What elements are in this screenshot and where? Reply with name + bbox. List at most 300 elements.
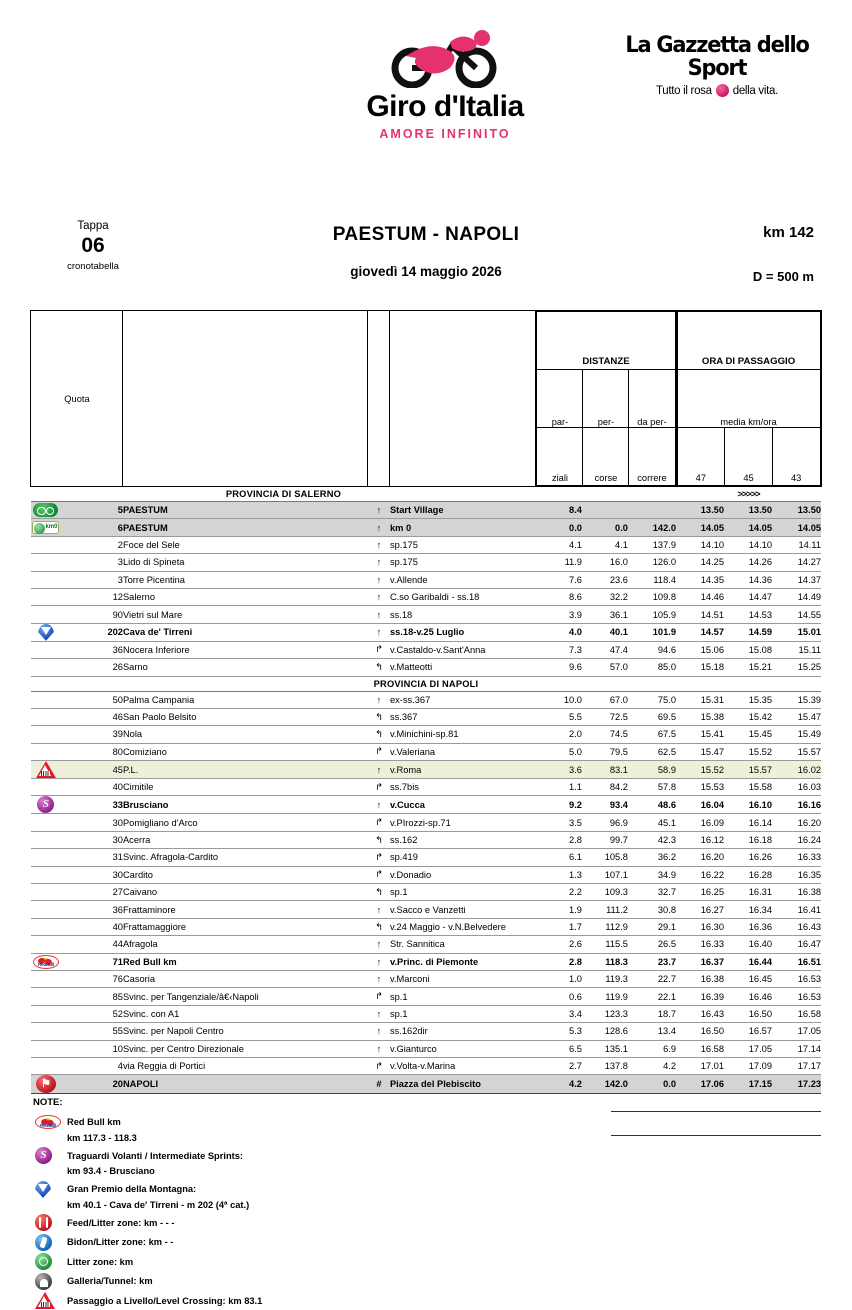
row-location: Torre Picentina [123,571,368,588]
row-dist-parziali: 1.7 [536,918,582,935]
row-location: Frattamaggiore [123,918,368,935]
header-dapercorrere-2: correre [629,428,675,486]
note-icon-wrap [31,1115,67,1129]
row-quota: 202 [61,623,123,641]
row-quota: 5 [61,502,123,519]
row-dist-da-percorrere: 30.8 [628,901,676,918]
row-road: v.Minichini-sp.81 [390,726,536,743]
row-direction-arrow: ↑ [368,1023,390,1040]
tunnel-icon [35,1273,52,1290]
row-time-45: 15.08 [724,641,772,658]
row-time-45: 16.34 [724,901,772,918]
level-crossing-icon [36,761,56,778]
row-dist-percorse: 123.3 [582,1005,628,1022]
row-location: San Paolo Belsito [123,708,368,725]
row-dist-da-percorrere: 142.0 [628,519,676,536]
row-time-47: 17.01 [676,1057,724,1074]
note-label: Passaggio a Livello/Level Crossing: km 83.1 [67,1295,263,1306]
row-time-45: 16.45 [724,970,772,987]
row-time-47: 16.12 [676,831,724,848]
row-direction-arrow: ↱ [368,866,390,883]
header-percorse-2: corse [583,428,629,486]
table-row [31,796,821,814]
row-time-45: 16.18 [724,831,772,848]
row-road: C.so Garibaldi - ss.18 [390,588,536,605]
rows-napoli [31,691,821,1094]
bidon-zone-icon [35,1234,52,1251]
note-icon-wrap [31,1292,67,1309]
row-time-47: 16.04 [676,796,724,814]
row-direction-arrow: ↰ [368,918,390,935]
cronotabella [30,310,821,1094]
header-ora-passaggio [676,311,821,487]
row-dist-parziali: 2.8 [536,831,582,848]
row-location: Svinc. con A1 [123,1005,368,1022]
row-time-47: 16.20 [676,849,724,866]
table-row [31,831,821,848]
signature-line-1 [611,1111,821,1112]
row-location: Cimitile [123,779,368,796]
note-detail: km 117.3 - 118.3 [67,1132,137,1143]
row-road: ex-ss.367 [390,691,536,708]
row-dist-parziali: 11.9 [536,554,582,571]
province-spacer [536,487,676,502]
province-row-napoli [31,676,821,691]
row-dist-parziali: 2.7 [536,1057,582,1074]
row-quota: 76 [61,970,123,987]
note-item [31,1272,821,1290]
row-location: Afragola [123,936,368,953]
pink-globe-icon [716,84,729,97]
row-dist-percorse: 23.6 [582,571,628,588]
table-row [31,970,821,987]
row-location: PAESTUM [123,502,368,519]
row-quota: 26 [61,659,123,676]
table-row [31,519,821,536]
header-ora-title: ORA DI PASSAGGIO [677,312,820,370]
row-time-43: 15.47 [772,708,821,725]
row-direction-arrow: ↑ [368,502,390,519]
row-dist-parziali: 3.6 [536,761,582,779]
note-label: Gran Premio della Montagna: [67,1184,197,1195]
table-row [31,691,821,708]
row-road: ss.162dir [390,1023,536,1040]
row-time-47: 16.50 [676,1023,724,1040]
row-dist-percorse: 107.1 [582,866,628,883]
row-time-43: 17.14 [772,1040,821,1057]
row-dist-da-percorrere: 0.0 [628,1075,676,1094]
row-location: Red Bull km [123,953,368,970]
row-dist-da-percorrere: 32.7 [628,884,676,901]
notes-title: NOTE: [33,1097,63,1109]
province-row-salerno [31,487,821,502]
row-road: v.Volta-v.Marina [390,1057,536,1074]
row-quota: 20 [61,1075,123,1094]
stage-date: giovedì 14 maggio 2026 [350,264,502,279]
row-time-47: 16.30 [676,918,724,935]
row-dist-parziali: 0.6 [536,988,582,1005]
row-dist-percorse: 137.8 [582,1057,628,1074]
row-icon [31,1005,61,1022]
row-time-45: 16.57 [724,1023,772,1040]
row-dist-percorse: 115.5 [582,936,628,953]
note-icon-wrap [31,1147,67,1164]
row-time-43: 16.02 [772,761,821,779]
row-time-47: 14.46 [676,588,724,605]
row-dist-da-percorrere: 48.6 [628,796,676,814]
row-direction-arrow: ↑ [368,691,390,708]
row-time-43: 16.03 [772,779,821,796]
row-dist-da-percorrere: 101.9 [628,623,676,641]
row-dist-da-percorrere: 18.7 [628,1005,676,1022]
row-road: ss.367 [390,708,536,725]
note-icon-wrap [31,1181,67,1198]
row-dist-parziali: 0.0 [536,519,582,536]
row-location: Salerno [123,588,368,605]
row-dist-percorse: 79.5 [582,743,628,760]
row-direction-arrow: ↑ [368,588,390,605]
row-time-47: 14.51 [676,606,724,623]
row-dist-da-percorrere: 13.4 [628,1023,676,1040]
row-direction-arrow: ↑ [368,970,390,987]
row-quota: 3 [61,571,123,588]
row-dist-da-percorrere: 6.9 [628,1040,676,1057]
row-icon [31,726,61,743]
level-crossing-icon [35,1292,55,1309]
row-quota: 36 [61,901,123,918]
header-dapercorrere-1: da per- [629,370,675,428]
row-dist-percorse: 111.2 [582,901,628,918]
row-dist-da-percorrere: 4.2 [628,1057,676,1074]
row-location: Svinc. Afragola-Cardito [123,849,368,866]
row-time-43: 17.05 [772,1023,821,1040]
row-location: Cava de' Tirreni [123,623,368,641]
row-dist-parziali: 6.1 [536,849,582,866]
row-location: PAESTUM [123,519,368,536]
row-road: v.Roma [390,761,536,779]
row-road: v.Donadio [390,866,536,883]
row-location: Caivano [123,884,368,901]
signature-lines [611,1111,821,1159]
row-time-47: 15.06 [676,641,724,658]
row-road: sp.419 [390,849,536,866]
row-time-47: 15.53 [676,779,724,796]
row-dist-parziali: 1.0 [536,970,582,987]
row-time-47: 16.09 [676,814,724,831]
row-direction-arrow: ↑ [368,554,390,571]
row-icon [31,536,61,553]
note-label: Feed/Litter zone: km - - - [67,1217,175,1228]
altitude-gain: D = 500 m [752,269,814,284]
header-distanze [536,311,676,487]
row-time-45: 16.26 [724,849,772,866]
row-time-47: 15.38 [676,708,724,725]
row-location: Vietri sul Mare [123,606,368,623]
table-row [31,659,821,676]
row-time-47: 14.57 [676,623,724,641]
row-direction-arrow: ↰ [368,708,390,725]
note-label: Litter zone: km [67,1256,134,1267]
row-time-45: 14.26 [724,554,772,571]
signature-line-2 [611,1135,821,1136]
table-row [31,884,821,901]
row-quota: 45 [61,761,123,779]
note-icon-wrap [31,1234,67,1251]
row-time-45: 15.52 [724,743,772,760]
table-row [31,901,821,918]
km0-icon: km0 [32,521,59,534]
row-time-47: 15.47 [676,743,724,760]
header-road-blank [390,311,536,487]
row-time-43: 16.47 [772,936,821,953]
table-row [31,918,821,935]
row-time-45: 14.05 [724,519,772,536]
row-location: Lido di Spineta [123,554,368,571]
row-time-43: 14.55 [772,606,821,623]
row-time-43: 16.33 [772,849,821,866]
row-dist-percorse: 16.0 [582,554,628,571]
row-dist-da-percorrere: 36.2 [628,849,676,866]
row-road: v.PIrozzi-sp.71 [390,814,536,831]
row-dist-da-percorrere: 42.3 [628,831,676,848]
row-dist-percorse: 36.1 [582,606,628,623]
speed-direction-marker: >>>>> [676,487,821,502]
row-direction-arrow: ↱ [368,743,390,760]
header-parziali-2: ziali [537,428,583,486]
row-time-45: 16.10 [724,796,772,814]
table-row [31,1075,821,1094]
row-dist-parziali: 1.9 [536,901,582,918]
row-location: P.L. [123,761,368,779]
note-icon-wrap [31,1214,67,1231]
row-road: sp.1 [390,884,536,901]
row-dist-percorse: 119.3 [582,970,628,987]
gazzetta-tagline-before: Tutto il rosa [655,84,712,97]
row-dist-parziali: 3.4 [536,1005,582,1022]
total-distance: km 142 [763,224,814,241]
row-quota: 4 [61,1057,123,1074]
row-icon [31,884,61,901]
stage-header [0,220,852,300]
row-time-45: 14.36 [724,571,772,588]
row-time-43: 15.39 [772,691,821,708]
row-dist-parziali: 4.0 [536,623,582,641]
row-dist-percorse: 67.0 [582,691,628,708]
row-dist-percorse: 128.6 [582,1023,628,1040]
row-time-47: 16.39 [676,988,724,1005]
row-time-43: 16.16 [772,796,821,814]
row-road: Start Village [390,502,536,519]
table-header-row [31,311,821,487]
table-row [31,588,821,605]
cyclist-logo-icon [386,26,504,88]
row-icon [31,849,61,866]
note-label: Traguardi Volanti / Intermediate Sprints: [67,1150,243,1161]
row-time-45: 15.42 [724,708,772,725]
row-icon [31,571,61,588]
table-row [31,536,821,553]
row-dist-parziali: 9.6 [536,659,582,676]
row-dist-parziali: 5.0 [536,743,582,760]
note-item [31,1233,821,1251]
row-time-43: 13.50 [772,502,821,519]
row-road: ss.7bis [390,779,536,796]
row-icon [31,814,61,831]
row-dist-da-percorrere: 67.5 [628,726,676,743]
row-direction-arrow: ↑ [368,519,390,536]
row-location: Nola [123,726,368,743]
row-time-43: 14.05 [772,519,821,536]
tappa-sub-label: cronotabella [67,261,119,272]
row-road: sp.175 [390,536,536,553]
row-dist-percorse: 105.8 [582,849,628,866]
row-dist-da-percorrere: 94.6 [628,641,676,658]
table-row [31,761,821,779]
giro-logo-title: Giro d'Italia [366,90,524,123]
note-item [31,1214,821,1232]
row-location: Palma Campania [123,691,368,708]
row-dist-percorse: 40.1 [582,623,628,641]
row-time-45: 13.50 [724,502,772,519]
row-quota: 85 [61,988,123,1005]
row-time-45: 16.36 [724,918,772,935]
row-icon [31,831,61,848]
header-parziali-1: par- [537,370,583,428]
row-dist-percorse: 118.3 [582,953,628,970]
row-location: Svinc. per Tangenziale/â€‹Napoli [123,988,368,1005]
row-dist-parziali: 2.2 [536,884,582,901]
row-road: v.Marconi [390,970,536,987]
row-icon [31,1075,61,1094]
table-row [31,554,821,571]
row-dist-percorse: 84.2 [582,779,628,796]
row-dist-da-percorrere: 137.9 [628,536,676,553]
row-dist-parziali: 7.3 [536,641,582,658]
row-location: Frattaminore [123,901,368,918]
row-icon [31,708,61,725]
row-time-47: 16.38 [676,970,724,987]
row-dist-percorse: 72.5 [582,708,628,725]
row-dist-percorse: 83.1 [582,761,628,779]
header-speed-43: 43 [772,428,820,486]
row-dist-da-percorrere: 109.8 [628,588,676,605]
table-row [31,1040,821,1057]
row-icon [31,554,61,571]
row-time-43: 16.41 [772,901,821,918]
row-quota: 36 [61,641,123,658]
province-label-salerno: PROVINCIA DI SALERNO [31,487,536,502]
row-location: Sarno [123,659,368,676]
row-time-43: 16.53 [772,988,821,1005]
gazzetta-title: La Gazzetta dello Sport [625,32,809,81]
row-dist-percorse: 119.9 [582,988,628,1005]
table-row [31,953,821,970]
row-time-47: 17.06 [676,1075,724,1094]
row-road: v.Valeriana [390,743,536,760]
row-location: Acerra [123,831,368,848]
row-quota: 12 [61,588,123,605]
row-time-43: 16.20 [772,814,821,831]
row-time-43: 14.37 [772,571,821,588]
row-quota: 71 [61,953,123,970]
row-icon [31,588,61,605]
row-direction-arrow: ↑ [368,623,390,641]
red-bull-km-icon: RedBull [35,1115,61,1129]
row-time-47: 13.50 [676,502,724,519]
header-percorse-1: per- [583,370,629,428]
row-location: Casoria [123,970,368,987]
row-quota: 39 [61,726,123,743]
gazzetta-tagline-after: della vita. [732,84,779,97]
row-quota: 6 [61,519,123,536]
row-icon [31,918,61,935]
row-dist-da-percorrere: 126.0 [628,554,676,571]
row-time-47: 15.31 [676,691,724,708]
row-time-45: 16.31 [724,884,772,901]
row-dist-parziali: 5.3 [536,1023,582,1040]
row-dist-da-percorrere: 22.7 [628,970,676,987]
row-location: Comiziano [123,743,368,760]
row-quota: 27 [61,884,123,901]
row-dist-da-percorrere: 26.5 [628,936,676,953]
row-icon [31,743,61,760]
row-dist-parziali: 4.2 [536,1075,582,1094]
row-dist-da-percorrere: 85.0 [628,659,676,676]
province-label-napoli: PROVINCIA DI NAPOLI [31,676,821,691]
table-row [31,743,821,760]
row-direction-arrow: ↱ [368,849,390,866]
table-row [31,936,821,953]
table-row [31,606,821,623]
row-dist-da-percorrere: 118.4 [628,571,676,588]
row-road: v.24 Maggio - v.N.Belvedere [390,918,536,935]
row-dist-parziali: 4.1 [536,536,582,553]
row-icon [31,866,61,883]
row-road: v.Matteotti [390,659,536,676]
row-direction-arrow: ↰ [368,884,390,901]
table-row [31,814,821,831]
row-time-45: 15.35 [724,691,772,708]
note-icon-wrap [31,1273,67,1290]
gpm-mountain-icon [35,1181,51,1198]
row-icon [31,1023,61,1040]
row-time-45: 15.57 [724,761,772,779]
litter-zone-icon [35,1253,52,1270]
row-direction-arrow: ↑ [368,901,390,918]
row-time-43: 17.23 [772,1075,821,1094]
row-road: km 0 [390,519,536,536]
row-location: Svinc. per Napoli Centro [123,1023,368,1040]
row-dist-percorse: 0.0 [582,519,628,536]
notes-section [31,1097,821,1310]
row-direction-arrow: ↑ [368,1040,390,1057]
row-icon [31,519,61,536]
header-distanze-title: DISTANZE [537,312,675,370]
row-road: sp.175 [390,554,536,571]
row-dist-parziali: 10.0 [536,691,582,708]
row-road: v.Gianturco [390,1040,536,1057]
header-speed-47: 47 [677,428,725,486]
table-row [31,708,821,725]
row-icon [31,659,61,676]
table-row [31,1023,821,1040]
gazzetta-logo [602,34,832,97]
row-time-45: 17.15 [724,1075,772,1094]
table-row [31,849,821,866]
header-media-label: media km/ora [677,370,820,428]
row-dist-percorse: 142.0 [582,1075,628,1094]
row-direction-arrow: ↰ [368,831,390,848]
